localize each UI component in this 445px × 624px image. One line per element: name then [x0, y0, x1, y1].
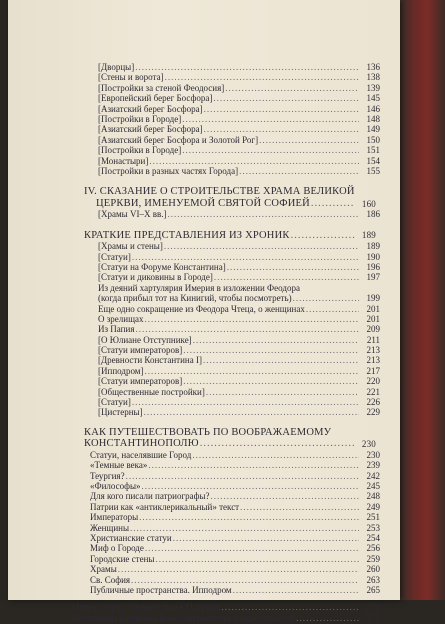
toc-entry-page: 220	[366, 376, 380, 387]
toc-entry-page: 260	[366, 564, 380, 575]
toc-entry-page: 226	[366, 397, 380, 408]
toc-entry-page: 230	[366, 449, 380, 460]
leader-dots	[311, 199, 355, 209]
leader-dots	[211, 491, 359, 501]
leader-dots	[131, 575, 359, 585]
leader-dots	[132, 252, 359, 262]
section-heading-line: КАК ПУТЕШЕСТВОВАТЬ ПО ВООБРАЖАЕМОМУ	[84, 426, 332, 438]
leader-dots	[225, 83, 359, 93]
leader-dots	[221, 603, 359, 613]
toc-entry	[8, 512, 400, 522]
leader-dots	[165, 72, 359, 82]
toc-entry	[8, 262, 400, 272]
leader-dots	[291, 230, 355, 242]
toc-entry	[8, 209, 400, 219]
toc-entry	[8, 355, 400, 365]
toc-entry	[8, 314, 400, 324]
leader-dots	[192, 450, 359, 460]
toc-entry-title: [Азиатский берег Босфора]	[98, 103, 203, 114]
toc-entry-title: [Стены и ворота]	[98, 72, 164, 83]
toc-entry-page: 245	[366, 480, 380, 491]
leader-dots	[126, 471, 359, 481]
leader-dots	[164, 241, 359, 251]
toc-entry-page: 155	[366, 165, 380, 176]
leader-dots	[148, 460, 359, 470]
toc-entry	[8, 366, 400, 376]
leader-dots	[239, 166, 359, 176]
leader-dots	[183, 345, 359, 355]
toc-entry-page: 190	[366, 251, 380, 262]
toc-entry-page: 259	[366, 553, 380, 564]
toc-entry-title: [Общественные постройки]	[98, 386, 205, 397]
toc-entry	[8, 450, 400, 460]
toc-entry	[8, 156, 400, 166]
toc-entry-page: 138	[366, 72, 380, 83]
section-page: 160	[361, 198, 376, 209]
section-heading-line: ЦЕРКВИ, ИМЕНУЕМОЙ СВЯТОЙ СОФИЕЙ	[96, 197, 310, 209]
leader-dots	[144, 366, 359, 376]
toc-entry-title: [Цистерны]	[98, 407, 143, 418]
toc-entry-page: 151	[366, 145, 380, 156]
leader-dots	[145, 314, 359, 324]
section-heading-line: КОНСТАНТИНОПОЛЮ	[84, 438, 199, 450]
toc-entry-title: [О Юлиане Отступнике]	[98, 334, 192, 345]
toc-entry-page: 148	[366, 113, 380, 124]
leader-dots	[213, 93, 359, 103]
leader-dots	[130, 523, 359, 533]
toc-entry-page: 199	[366, 293, 380, 304]
toc-entry	[8, 614, 400, 624]
toc-entry	[8, 502, 400, 512]
toc-entry-page: 229	[366, 407, 380, 418]
toc-entry	[8, 135, 400, 145]
toc-entry-page: 254	[366, 532, 380, 543]
toc-entry-title: Постройки и районы Константинополя и окрестностей	[72, 613, 295, 624]
toc-entry-page: 186	[366, 209, 380, 220]
leader-dots	[200, 439, 355, 449]
toc-entry-title: Статуи, населявшие Город	[90, 449, 192, 460]
leader-dots	[240, 502, 359, 512]
toc-entry-title: [Статуи императоров]	[98, 376, 183, 387]
toc-entry	[8, 491, 400, 501]
book-spine	[400, 0, 445, 600]
toc-entry-title: [Древности Константина I]	[98, 355, 202, 366]
toc-entry-title: [Ипподром]	[98, 365, 144, 376]
toc-entry-title: [Постройки за стеной Феодосия]	[98, 82, 225, 93]
toc-entry-title: [Азиатский берег Босфора]	[98, 124, 203, 135]
toc-entry-page: 256	[366, 543, 380, 554]
toc-entry	[8, 93, 400, 103]
toc-entry	[8, 145, 400, 155]
leader-dots	[182, 114, 359, 124]
toc-entry-title: [Постройки в Городе]	[98, 145, 182, 156]
toc-entry-page: 149	[366, 124, 380, 135]
toc-entry	[8, 471, 400, 481]
toc-entry	[8, 603, 400, 613]
toc-entry-title: Женщины	[90, 522, 130, 533]
toc-entry	[8, 387, 400, 397]
toc-entry	[8, 252, 400, 262]
section-page: 189	[361, 229, 376, 240]
toc-entry-title: Из Папия	[98, 324, 135, 335]
toc-entry-page: 146	[366, 103, 380, 114]
toc-entry-page: 239	[366, 460, 380, 471]
toc-entry-page: 209	[366, 324, 380, 335]
toc-entry-page: 242	[366, 470, 380, 481]
toc-entry-page: 196	[366, 261, 380, 272]
toc-entry-title: [Постройки в Городе]	[98, 113, 182, 124]
toc-entry	[8, 83, 400, 93]
toc-entry	[8, 345, 400, 355]
toc-entry-page: 275	[365, 613, 380, 624]
toc-entry-page: 189	[366, 241, 380, 252]
toc-group-1	[8, 62, 400, 176]
leader-dots	[296, 614, 359, 624]
toc-entry-page: 136	[366, 61, 380, 72]
toc-entry	[8, 335, 400, 345]
leader-dots	[204, 124, 359, 134]
toc-entry-title: [Статуи на Форуме Константина]	[98, 261, 226, 272]
toc-entry-page: 249	[366, 501, 380, 512]
toc-entry	[8, 124, 400, 134]
toc-entry	[8, 304, 400, 314]
toc-entry-line	[8, 283, 400, 293]
leader-dots	[142, 481, 359, 491]
toc-entry-page: 145	[366, 93, 380, 104]
toc-entry-title: Теургия?	[90, 470, 125, 481]
leader-dots	[149, 156, 359, 166]
toc-entry-page: 248	[366, 491, 380, 502]
leader-dots	[259, 135, 359, 145]
toc-entry-title: Публичные пространства. Ипподром	[90, 584, 232, 595]
toc-entry-title: О зрелищах	[98, 313, 144, 324]
toc-entry-page: 251	[366, 512, 380, 523]
toc-entry-title: Патрии как «антиклерикальный» текст	[90, 501, 240, 512]
section-heading-line: IV. СКАЗАНИЕ О СТРОИТЕЛЬСТВЕ ХРАМА ВЕЛИКОЙ	[84, 186, 355, 198]
leader-dots	[193, 335, 359, 345]
toc-entry-title: [Храмы и стены]	[98, 241, 163, 252]
toc-entry-title: [Статуи]	[98, 397, 131, 408]
toc-entry-page: 139	[366, 82, 380, 93]
toc-entry-page: 221	[366, 386, 380, 397]
toc-entry-title: Из деяний хартулярия Имерия в изложении Феодора	[98, 282, 300, 293]
leader-dots	[227, 262, 359, 272]
leader-dots	[182, 145, 359, 155]
leader-dots	[306, 304, 359, 314]
book-page	[8, 0, 400, 624]
toc-entry	[8, 564, 400, 574]
leader-dots	[144, 407, 359, 417]
toc-entry-title: Храмы	[90, 564, 117, 575]
section-heading-line: КРАТКИЕ ПРЕДСТАВЛЕНИЯ ИЗ ХРОНИК	[84, 229, 290, 241]
leader-dots	[183, 376, 359, 386]
toc-entry-title: [Дворцы]	[98, 61, 135, 72]
toc-entry	[8, 543, 400, 553]
toc-entry-page: 211	[366, 334, 380, 345]
toc-entry	[8, 114, 400, 124]
toc-entry	[8, 407, 400, 417]
toc-entry-title: Св. София	[90, 574, 131, 585]
toc-entry	[8, 376, 400, 386]
toc-entry-title: [Статуи императоров]	[98, 345, 183, 356]
leader-dots	[155, 554, 359, 564]
toc-entry-title: «Философы»	[90, 480, 141, 491]
toc-entry-page: 217	[366, 365, 380, 376]
toc-entry-page: 213	[366, 345, 380, 356]
toc-entry-page: 201	[366, 313, 380, 324]
toc-entry	[8, 324, 400, 334]
leader-dots	[204, 104, 359, 114]
toc-entry-page: 265	[366, 584, 380, 595]
table-of-contents	[8, 62, 400, 624]
leader-dots	[233, 585, 359, 595]
leader-dots	[118, 564, 359, 574]
toc-entry-title: «Темные века»	[90, 460, 148, 471]
section-heading-journey	[8, 427, 400, 450]
leader-dots	[135, 324, 359, 334]
toc-entry-page: 150	[366, 134, 380, 145]
toc-entry-title: [Статуи и диковины в Городе]	[98, 272, 213, 283]
toc-entry	[8, 241, 400, 251]
toc-entry	[8, 166, 400, 176]
toc-entry	[8, 554, 400, 564]
toc-entry	[8, 533, 400, 543]
toc-entry-title: [Храмы VI–X вв.]	[98, 209, 167, 220]
toc-entry	[8, 523, 400, 533]
leader-dots	[203, 355, 359, 365]
section-heading-row	[84, 438, 376, 450]
toc-entry	[8, 72, 400, 82]
leader-dots	[214, 272, 359, 282]
toc-entry	[8, 585, 400, 595]
toc-entry	[8, 62, 400, 72]
toc-entry-page: 253	[366, 522, 380, 533]
toc-entry-title: [Европейский берег Босфора]	[98, 93, 213, 104]
leader-dots	[173, 533, 359, 543]
leader-dots	[293, 293, 359, 303]
toc-entry	[8, 272, 400, 282]
toc-entry	[8, 575, 400, 585]
toc-entry	[8, 397, 400, 407]
toc-entry	[8, 460, 400, 470]
toc-entry-page: 263	[366, 574, 380, 585]
section-heading-chronicles	[8, 230, 400, 242]
section-page: 230	[361, 439, 376, 450]
toc-entry-title: (когда прибыл тот на Кинигий, чтобы посмотреть)	[98, 293, 292, 304]
toc-entry-title: [Постройки в разных частях Города]	[98, 165, 239, 176]
toc-entry-page: 273	[365, 603, 380, 614]
toc-entry-page: 201	[366, 303, 380, 314]
toc-entry-title: [Статуи]	[98, 251, 131, 262]
toc-entry	[8, 293, 400, 303]
leader-dots	[135, 62, 359, 72]
toc-entry-title: Императоры	[90, 512, 139, 523]
toc-entry-title: Императоры, упомянутые в Патриях	[72, 603, 221, 614]
toc-entry-page: 213	[366, 355, 380, 366]
toc-entry	[8, 104, 400, 114]
toc-entry-title: Миф о Городе	[90, 543, 144, 554]
toc-entry-title: [Азиатский берег Босфора и Золотой Рог]	[98, 134, 259, 145]
toc-entry-title: Христианские статуи	[90, 532, 172, 543]
toc-entry-title: Для кого писали патриографы?	[90, 491, 210, 502]
toc-entry-page: 197	[366, 272, 380, 283]
leader-dots	[206, 387, 359, 397]
section-heading-row	[84, 198, 376, 210]
leader-dots	[167, 209, 359, 219]
leader-dots	[145, 543, 359, 553]
leader-dots	[139, 512, 359, 522]
toc-entry-page: 154	[366, 155, 380, 166]
toc-entry-title: [Монастыри]	[98, 155, 149, 166]
leader-dots	[132, 397, 359, 407]
toc-entry-title: Еще одно сокращение из Феодора Чтеца, о женщинах	[98, 303, 305, 314]
section-heading-sophia	[8, 186, 400, 209]
toc-entry-title: Городские стены	[90, 553, 155, 564]
toc-entry	[8, 481, 400, 491]
